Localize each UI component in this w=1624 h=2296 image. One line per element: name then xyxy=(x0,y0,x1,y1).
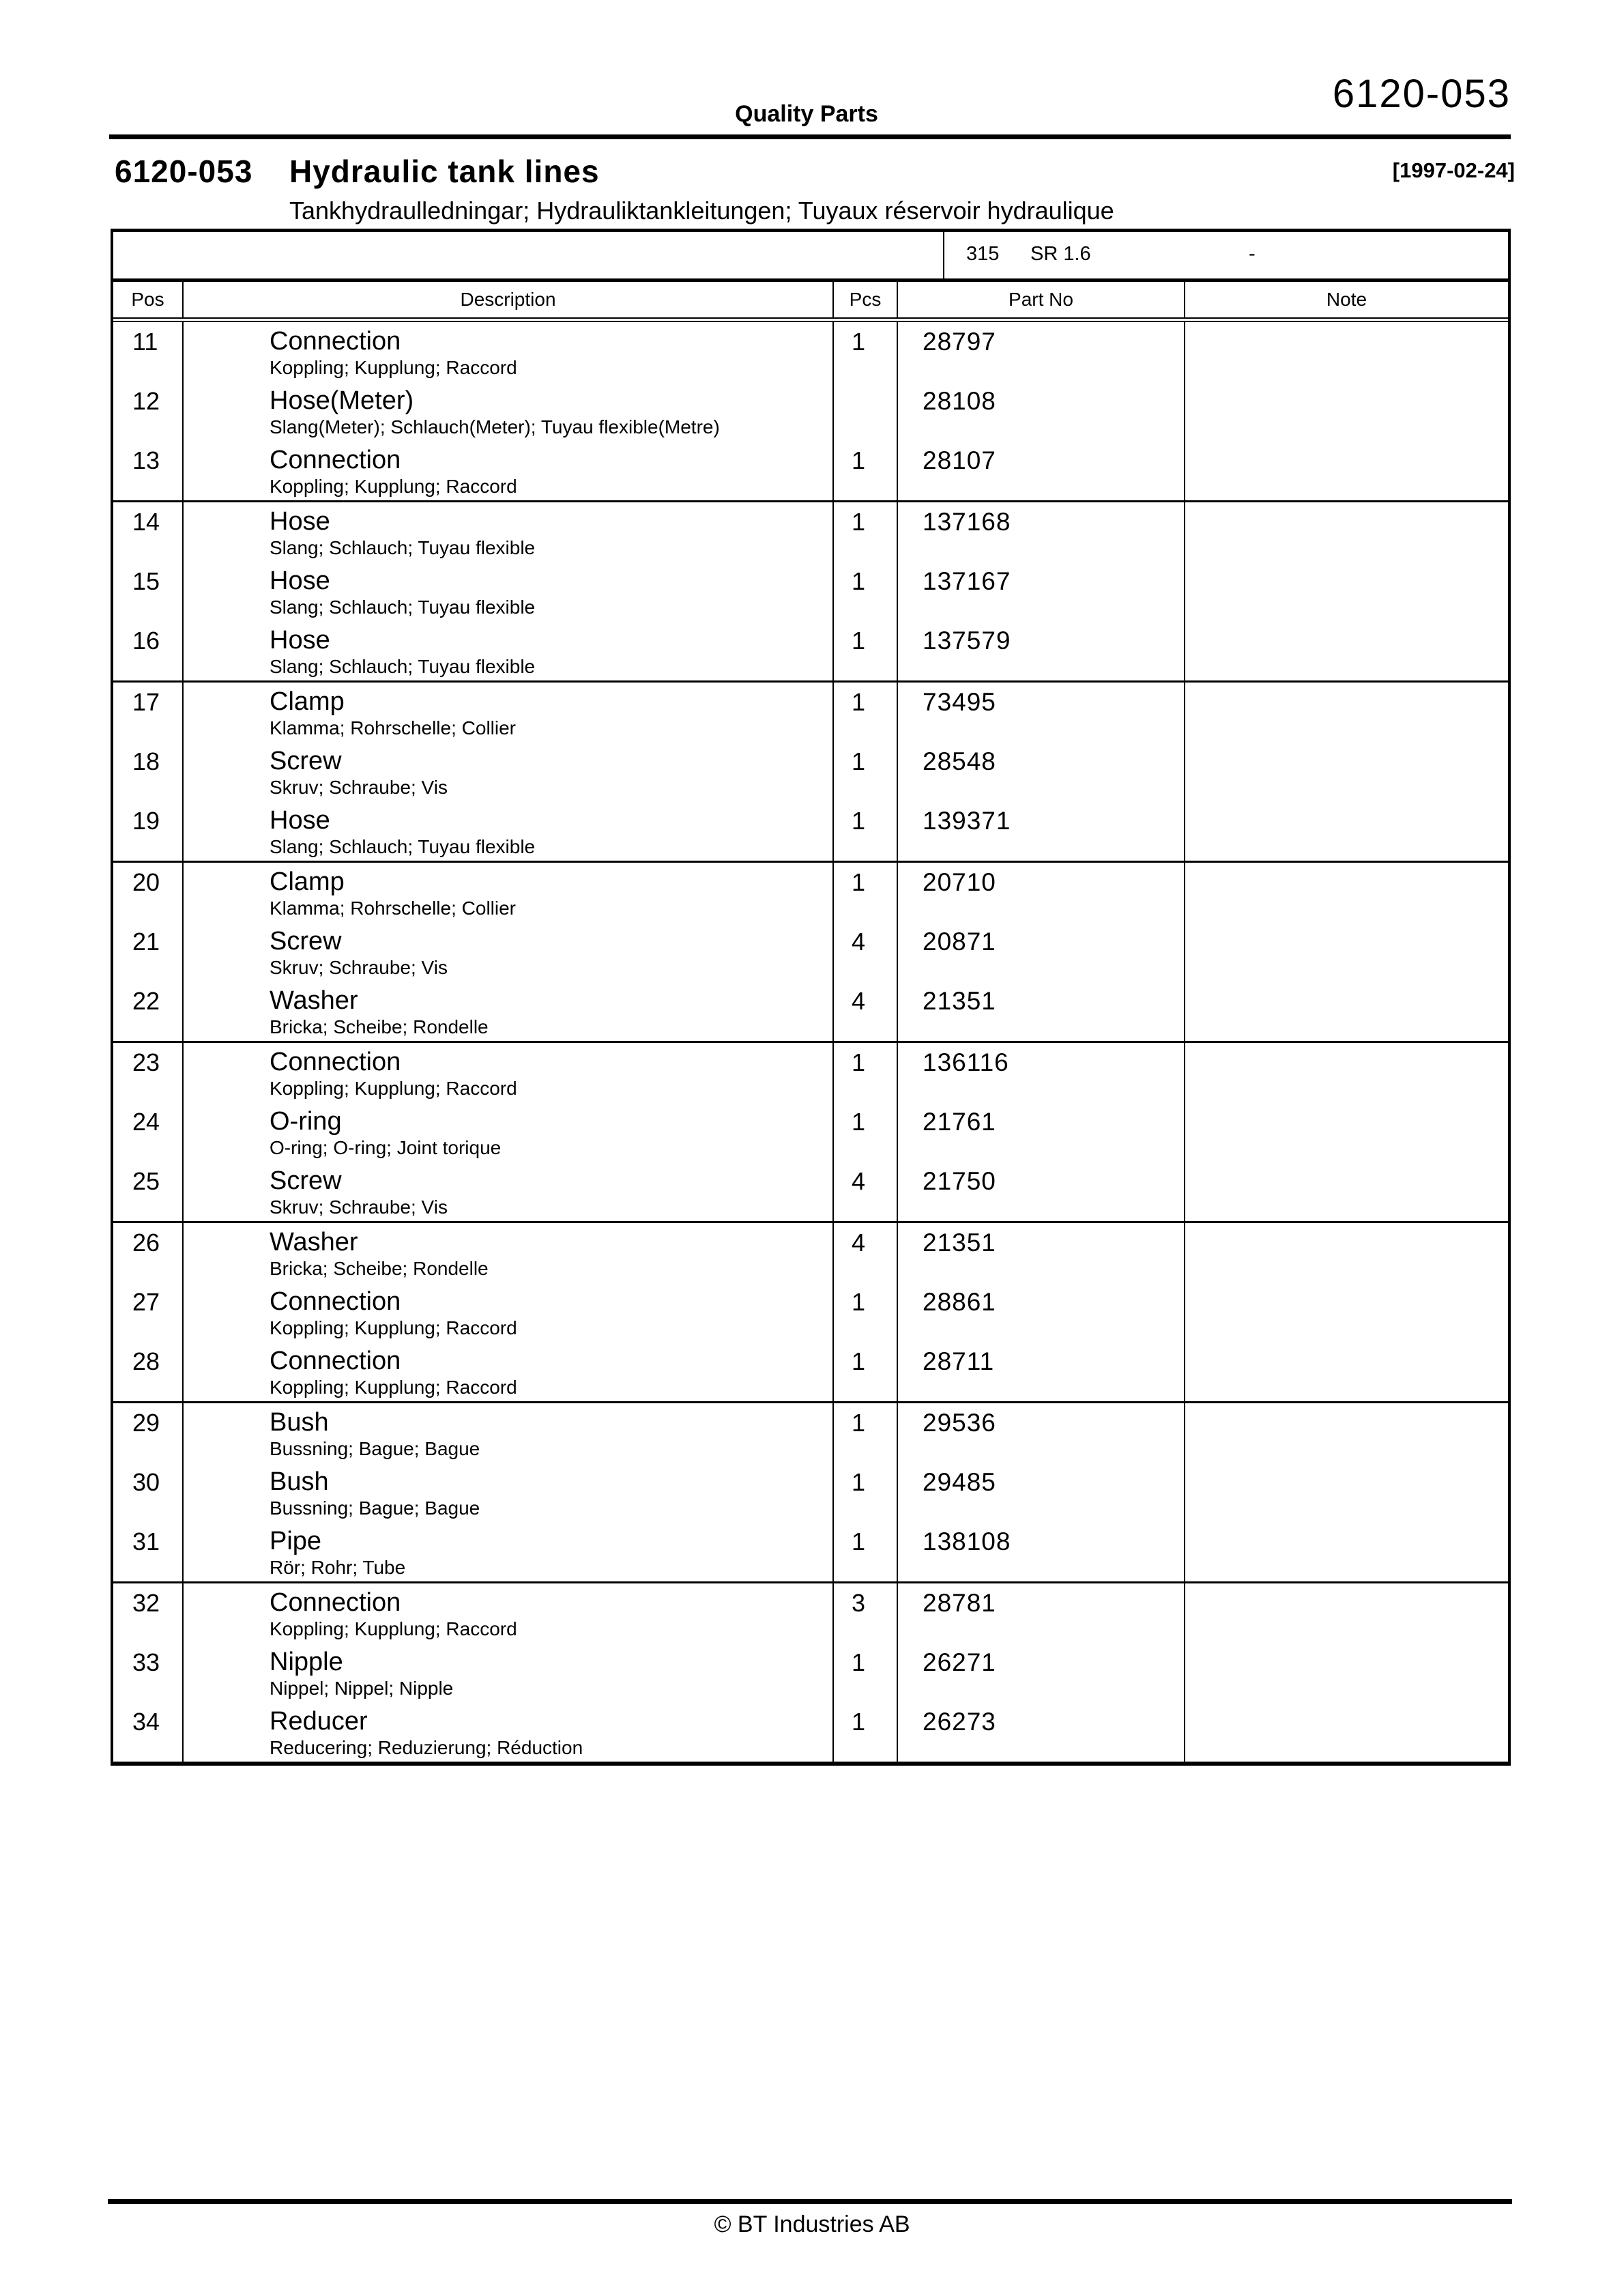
row-part-no: 28861 xyxy=(898,1282,1185,1342)
row-pcs: 1 xyxy=(834,683,898,742)
row-pcs: 4 xyxy=(834,1223,898,1282)
row-part-no: 137167 xyxy=(898,562,1185,621)
row-note xyxy=(1185,1342,1508,1401)
row-description-main: Hose xyxy=(270,566,330,595)
row-part-no: 137579 xyxy=(898,621,1185,680)
row-part-no: 21750 xyxy=(898,1162,1185,1221)
row-pos: 22 xyxy=(113,981,184,1041)
row-pcs: 1 xyxy=(834,1643,898,1702)
row-description-translations: Koppling; Kupplung; Raccord xyxy=(270,1317,517,1338)
row-description-translations: Skruv; Schraube; Vis xyxy=(270,777,448,798)
model-number: 315 xyxy=(966,243,1000,265)
row-pos: 12 xyxy=(113,382,184,441)
row-pcs: 1 xyxy=(834,562,898,621)
row-pos: 24 xyxy=(113,1102,184,1162)
row-description-translations: O-ring; O-ring; Joint torique xyxy=(270,1137,502,1158)
row-note xyxy=(1185,1102,1508,1162)
row-description xyxy=(184,1403,834,1463)
row-description xyxy=(184,562,834,621)
row-pos: 29 xyxy=(113,1403,184,1463)
row-description-translations: Skruv; Schraube; Vis xyxy=(270,957,448,978)
row-pos: 15 xyxy=(113,562,184,621)
row-note xyxy=(1185,1522,1508,1581)
column-header-pcs: Pcs xyxy=(834,282,898,317)
row-description xyxy=(184,1223,834,1282)
row-part-no: 20871 xyxy=(898,922,1185,981)
section-code: 6120-053 xyxy=(115,154,253,189)
row-note xyxy=(1185,981,1508,1041)
row-description xyxy=(184,322,834,382)
row-note xyxy=(1185,1043,1508,1102)
row-description xyxy=(184,1342,834,1401)
row-part-no: 29536 xyxy=(898,1403,1185,1463)
row-description xyxy=(184,683,834,742)
row-pcs: 1 xyxy=(834,322,898,382)
row-description xyxy=(184,863,834,922)
row-description-main: Reducer xyxy=(270,1707,368,1736)
row-pcs: 1 xyxy=(834,1702,898,1762)
table-row xyxy=(113,861,1508,922)
row-description xyxy=(184,1043,834,1102)
row-pos: 23 xyxy=(113,1043,184,1102)
row-description-translations: Koppling; Kupplung; Raccord xyxy=(270,1078,517,1099)
row-description-translations: Bussning; Bague; Bague xyxy=(270,1438,480,1459)
row-description xyxy=(184,1522,834,1581)
row-pos: 31 xyxy=(113,1522,184,1581)
table-row xyxy=(113,981,1508,1041)
header-rule xyxy=(109,134,1511,139)
table-row xyxy=(113,1041,1508,1102)
table-row xyxy=(113,322,1508,382)
row-description-translations: Slang; Schlauch; Tuyau flexible xyxy=(270,537,536,558)
table-row xyxy=(113,562,1508,621)
row-pos: 14 xyxy=(113,502,184,562)
row-description xyxy=(184,1162,834,1221)
row-description-translations: Klamma; Rohrschelle; Collier xyxy=(270,717,517,738)
revision-date: [1997-02-24] xyxy=(1392,158,1515,182)
row-description-main: Washer xyxy=(270,986,358,1015)
table-row xyxy=(113,441,1508,500)
row-pos: 27 xyxy=(113,1282,184,1342)
model-info-box xyxy=(113,232,1508,282)
row-part-no: 26271 xyxy=(898,1643,1185,1702)
row-description xyxy=(184,1583,834,1643)
row-note xyxy=(1185,322,1508,382)
row-pcs: 1 xyxy=(834,621,898,680)
row-note xyxy=(1185,441,1508,500)
footer-copyright: © BT Industries AB xyxy=(714,2211,910,2237)
row-pcs: 4 xyxy=(834,981,898,1041)
row-pcs: 1 xyxy=(834,502,898,562)
row-pcs: 1 xyxy=(834,1043,898,1102)
table-row xyxy=(113,500,1508,562)
row-pos: 30 xyxy=(113,1463,184,1522)
row-description-main: Connection xyxy=(270,446,401,474)
row-description-main: Bush xyxy=(270,1408,329,1437)
row-part-no: 21351 xyxy=(898,981,1185,1041)
row-pos: 33 xyxy=(113,1643,184,1702)
row-description-main: Washer xyxy=(270,1228,358,1257)
table-header-row xyxy=(113,282,1508,322)
row-description-translations: Reducering; Reduzierung; Réduction xyxy=(270,1737,583,1758)
row-part-no: 28797 xyxy=(898,322,1185,382)
row-part-no: 139371 xyxy=(898,801,1185,861)
row-pos: 18 xyxy=(113,742,184,801)
table-row xyxy=(113,621,1508,680)
row-note xyxy=(1185,863,1508,922)
row-description-main: O-ring xyxy=(270,1107,342,1136)
table-row xyxy=(113,1463,1508,1522)
table-row xyxy=(113,1282,1508,1342)
row-description-translations: Slang(Meter); Schlauch(Meter); Tuyau flexible(Metre) xyxy=(270,416,720,437)
row-note xyxy=(1185,1282,1508,1342)
table-row xyxy=(113,1401,1508,1463)
row-note xyxy=(1185,742,1508,801)
table-row xyxy=(113,1102,1508,1162)
row-description-translations: Koppling; Kupplung; Raccord xyxy=(270,476,517,497)
row-part-no: 21761 xyxy=(898,1102,1185,1162)
row-pos: 28 xyxy=(113,1342,184,1401)
row-description-main: Nipple xyxy=(270,1648,343,1676)
row-note xyxy=(1185,1463,1508,1522)
row-pos: 13 xyxy=(113,441,184,500)
doc-number-top-right: 6120-053 xyxy=(1332,72,1511,116)
row-description-translations: Koppling; Kupplung; Raccord xyxy=(270,357,517,378)
table-row xyxy=(113,801,1508,861)
row-pcs: 1 xyxy=(834,863,898,922)
row-pos: 21 xyxy=(113,922,184,981)
table-row xyxy=(113,1162,1508,1221)
row-note xyxy=(1185,683,1508,742)
row-pos: 16 xyxy=(113,621,184,680)
row-description xyxy=(184,1643,834,1702)
row-description-translations: Bricka; Scheibe; Rondelle xyxy=(270,1016,489,1037)
row-part-no: 137168 xyxy=(898,502,1185,562)
table-row xyxy=(113,742,1508,801)
brand-heading: Quality Parts xyxy=(735,101,878,127)
row-pcs: 1 xyxy=(834,1282,898,1342)
column-header-part-no: Part No xyxy=(898,282,1185,317)
row-note xyxy=(1185,502,1508,562)
row-description-main: Pipe xyxy=(270,1527,322,1555)
table-row xyxy=(113,1643,1508,1702)
row-pos: 20 xyxy=(113,863,184,922)
row-description xyxy=(184,502,834,562)
row-pcs: 1 xyxy=(834,1102,898,1162)
row-part-no: 28781 xyxy=(898,1583,1185,1643)
row-pos: 34 xyxy=(113,1702,184,1762)
model-info-cell xyxy=(944,232,1508,278)
row-part-no: 28548 xyxy=(898,742,1185,801)
row-pos: 17 xyxy=(113,683,184,742)
row-part-no: 26273 xyxy=(898,1702,1185,1762)
row-description-translations: Rör; Rohr; Tube xyxy=(270,1557,406,1578)
row-note xyxy=(1185,1403,1508,1463)
row-note xyxy=(1185,562,1508,621)
row-part-no: 73495 xyxy=(898,683,1185,742)
row-pos: 32 xyxy=(113,1583,184,1643)
parts-table xyxy=(111,229,1511,1766)
model-info-empty-cell xyxy=(113,232,944,278)
table-row xyxy=(113,680,1508,742)
row-pcs xyxy=(834,382,898,441)
row-description-translations: Bussning; Bague; Bague xyxy=(270,1497,480,1519)
row-description xyxy=(184,922,834,981)
table-row xyxy=(113,1221,1508,1282)
row-pcs: 1 xyxy=(834,801,898,861)
row-description-main: Screw xyxy=(270,1166,342,1195)
row-note xyxy=(1185,1702,1508,1762)
table-row xyxy=(113,1581,1508,1643)
table-body xyxy=(113,322,1508,1762)
row-description-main: Connection xyxy=(270,1588,401,1617)
row-note xyxy=(1185,621,1508,680)
row-description xyxy=(184,981,834,1041)
footer-rule xyxy=(108,2199,1512,2204)
row-description-translations: Slang; Schlauch; Tuyau flexible xyxy=(270,597,536,618)
row-pos: 19 xyxy=(113,801,184,861)
row-note xyxy=(1185,1643,1508,1702)
row-description-main: Screw xyxy=(270,747,342,775)
row-description-translations: Slang; Schlauch; Tuyau flexible xyxy=(270,836,536,857)
row-description xyxy=(184,742,834,801)
row-note xyxy=(1185,801,1508,861)
row-description-main: Connection xyxy=(270,1048,401,1076)
table-row xyxy=(113,1702,1508,1762)
row-description-main: Hose xyxy=(270,507,330,536)
row-description xyxy=(184,801,834,861)
row-note xyxy=(1185,922,1508,981)
row-description-main: Hose(Meter) xyxy=(270,386,414,415)
column-header-description: Description xyxy=(184,282,834,317)
row-description-translations: Nippel; Nippel; Nipple xyxy=(270,1678,454,1699)
row-pcs: 1 xyxy=(834,1342,898,1401)
row-description xyxy=(184,1463,834,1522)
row-description xyxy=(184,1102,834,1162)
row-description-main: Connection xyxy=(270,1347,401,1375)
row-description-main: Clamp xyxy=(270,867,345,896)
row-pos: 26 xyxy=(113,1223,184,1282)
row-part-no: 136116 xyxy=(898,1043,1185,1102)
row-description-main: Clamp xyxy=(270,687,345,716)
row-description xyxy=(184,621,834,680)
row-description-translations: Klamma; Rohrschelle; Collier xyxy=(270,898,517,919)
row-note xyxy=(1185,1223,1508,1282)
row-description-main: Bush xyxy=(270,1467,329,1496)
column-header-note: Note xyxy=(1326,289,1367,310)
row-description xyxy=(184,1702,834,1762)
row-pcs: 1 xyxy=(834,1403,898,1463)
row-description-main: Connection xyxy=(270,327,401,356)
row-description xyxy=(184,1282,834,1342)
model-revision: SR 1.6 xyxy=(1030,243,1091,265)
row-part-no: 20710 xyxy=(898,863,1185,922)
row-part-no: 29485 xyxy=(898,1463,1185,1522)
row-pos: 25 xyxy=(113,1162,184,1221)
row-pcs: 1 xyxy=(834,742,898,801)
row-description-main: Screw xyxy=(270,927,342,956)
row-description-translations: Slang; Schlauch; Tuyau flexible xyxy=(270,656,536,677)
row-part-no: 28107 xyxy=(898,441,1185,500)
table-row xyxy=(113,1522,1508,1581)
row-note xyxy=(1185,1162,1508,1221)
table-row xyxy=(113,1342,1508,1401)
row-description-main: Hose xyxy=(270,626,330,655)
table-row xyxy=(113,382,1508,441)
row-description-translations: Bricka; Scheibe; Rondelle xyxy=(270,1258,489,1279)
table-row xyxy=(113,922,1508,981)
row-description-translations: Koppling; Kupplung; Raccord xyxy=(270,1377,517,1398)
row-part-no: 21351 xyxy=(898,1223,1185,1282)
row-pcs: 1 xyxy=(834,1522,898,1581)
row-description-translations: Koppling; Kupplung; Raccord xyxy=(270,1618,517,1639)
column-header-pos: Pos xyxy=(113,282,184,317)
row-description-translations: Skruv; Schraube; Vis xyxy=(270,1196,448,1218)
row-part-no: 138108 xyxy=(898,1522,1185,1581)
row-note xyxy=(1185,1583,1508,1643)
row-description xyxy=(184,441,834,500)
row-description-main: Connection xyxy=(270,1287,401,1316)
row-description-main: Hose xyxy=(270,806,330,835)
row-part-no: 28711 xyxy=(898,1342,1185,1401)
model-info-dash: - xyxy=(1249,243,1256,265)
row-description xyxy=(184,382,834,441)
row-pcs: 1 xyxy=(834,441,898,500)
page-subtitle-translations: Tankhydraulledningar; Hydrauliktankleitungen; Tuyaux réservoir hydraulique xyxy=(289,197,1114,225)
row-part-no: 28108 xyxy=(898,382,1185,441)
page-title: Hydraulic tank lines xyxy=(289,154,600,189)
row-pcs: 4 xyxy=(834,922,898,981)
row-note xyxy=(1185,382,1508,441)
row-pcs: 1 xyxy=(834,1463,898,1522)
row-pcs: 4 xyxy=(834,1162,898,1221)
row-pcs: 3 xyxy=(834,1583,898,1643)
row-pos: 11 xyxy=(113,322,184,382)
